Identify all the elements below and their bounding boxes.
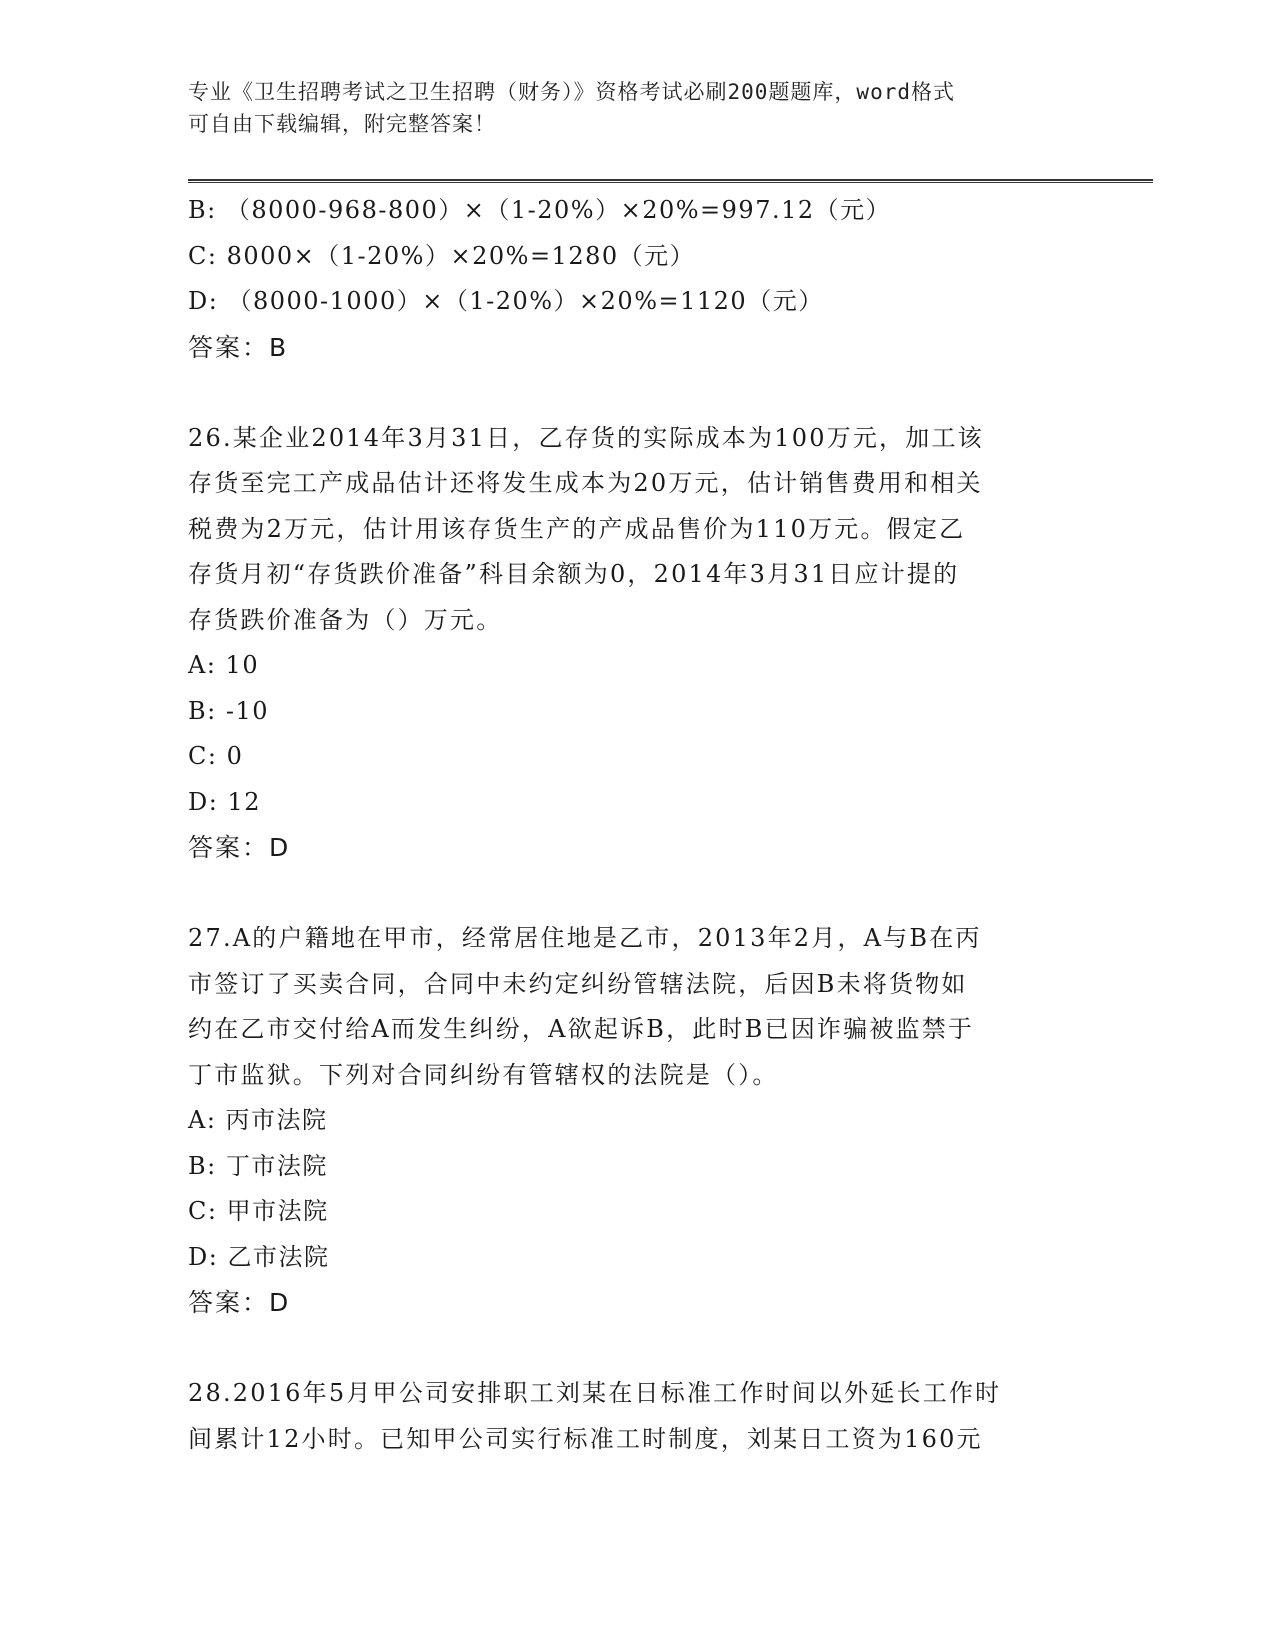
stem-line: 存货跌价准备为（）万元。 (188, 605, 503, 634)
option-a: A: 丙市法院 (188, 1106, 328, 1134)
question-28-stem (188, 1371, 1088, 1462)
option-b: B: -10 (188, 696, 269, 725)
option-a: A: 10 (188, 651, 260, 679)
stem-line: 存货至完工产成品估计还将发生成本为20万元，估计销售费用和相关 (188, 469, 983, 497)
option-c: C: 0 (188, 742, 244, 770)
answer-line: 答案：D (188, 833, 291, 862)
stem-line: 存货月初“存货跌价准备”科目余额为0，2014年3月31日应计提的 (188, 560, 960, 588)
stem-line: 间累计12小时。已知甲公司实行标准工时制度，刘某日工资为160元 (188, 1424, 983, 1453)
prev-question-options (188, 188, 1088, 325)
header-line-2: 可自由下载编辑，附完整答案！ (188, 112, 496, 136)
answer-line: 答案：B (188, 332, 289, 362)
question-26-stem (188, 416, 1088, 644)
header-line-1: 专业《卫生招聘考试之卫生招聘（财务）》资格考试必刷200题题库，word格式 (188, 80, 955, 104)
stem-line: 27.A的户籍地在甲市，经常居住地是乙市，2013年2月，A与B在丙 (188, 924, 982, 952)
option-d: D: （8000-1000）×（1-20%）×20%=1120（元） (188, 287, 824, 315)
option-c: C: 甲市法院 (188, 1197, 329, 1225)
stem-line: 丁市监狱。下列对合同纠纷有管辖权的法院是（）。 (188, 1060, 779, 1089)
question-content (188, 188, 1088, 1462)
header-divider (188, 179, 1153, 183)
option-d: D: 12 (188, 787, 261, 816)
stem-line: 税费为2万元，估计用该存货生产的产成品售价为110万元。假定乙 (188, 514, 966, 543)
option-b: B: 丁市法院 (188, 1151, 328, 1180)
answer-line: 答案：D (188, 1288, 291, 1317)
stem-line: 约在乙市交付给A而发生纠纷，A欲起诉B，此时B已因诈骗被监禁于 (188, 1015, 975, 1043)
question-27-options (188, 1098, 1088, 1280)
question-27-stem (188, 916, 1088, 1098)
option-c: C: 8000×（1-20%）×20%=1280（元） (188, 241, 696, 270)
option-b: B: （8000-968-800）×（1-20%）×20%=997.12（元） (188, 196, 892, 224)
question-26-options (188, 643, 1088, 825)
page-header (188, 76, 1068, 140)
stem-line: 26.某企业2014年3月31日，乙存货的实际成本为100万元，加工该 (188, 423, 984, 452)
option-d: D: 乙市法院 (188, 1242, 330, 1271)
stem-line: 28.2016年5月甲公司安排职工刘某在日标准工作时间以外延长工作时 (188, 1379, 1002, 1407)
stem-line: 市签订了买卖合同，合同中未约定纠纷管辖法院，后因B未将货物如 (188, 969, 968, 998)
